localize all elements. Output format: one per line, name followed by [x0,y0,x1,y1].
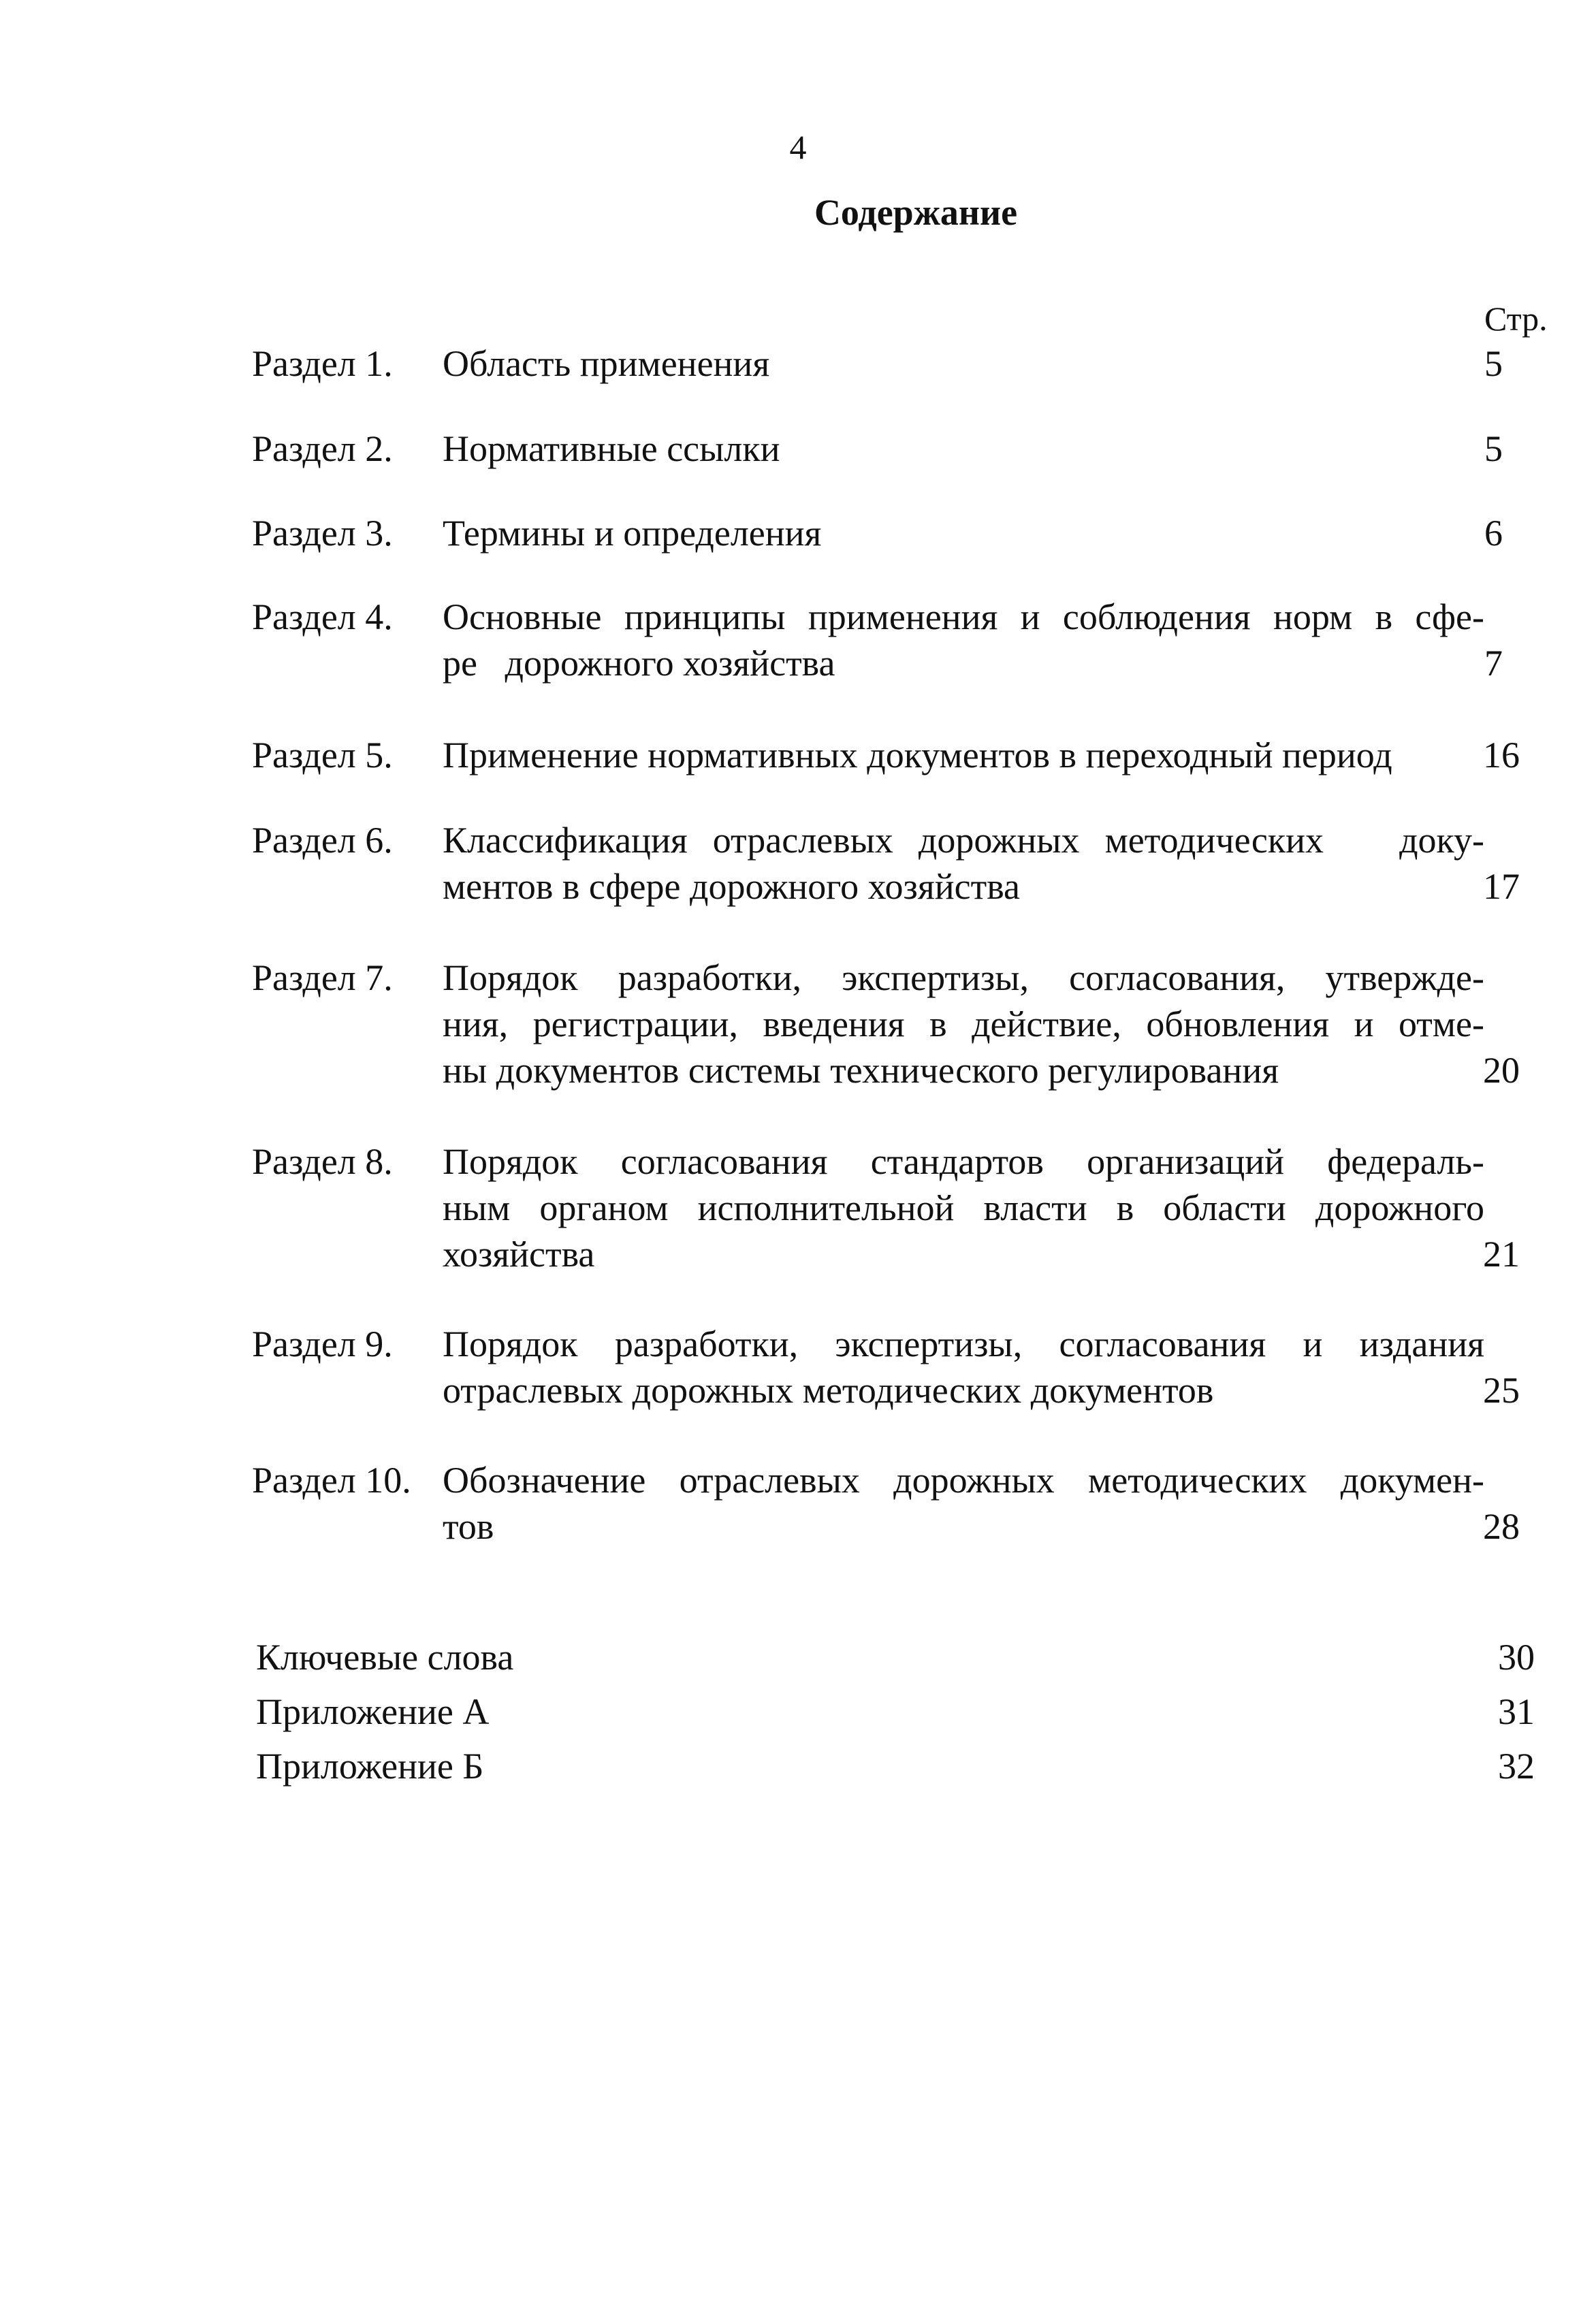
section-title-line: отраслевых дорожных методических документов [443,1370,1214,1411]
toc-entry [0,1138,1596,1277]
section-label: Раздел 8. [252,1141,393,1182]
toc-entry [0,340,1596,387]
section-label: Раздел 3. [252,513,393,554]
toc-entry [0,594,1596,686]
section-title-line: ным органом исполнительной власти в области дорожного [443,1187,1484,1228]
section-title-line: тов [443,1506,494,1547]
section-title-line: Основные принципы применения и соблюдения норм в сфе- [443,596,1484,637]
section-page-number: 6 [1484,513,1503,554]
toc-entry [0,1321,1596,1413]
section-title-line: хозяйства [443,1234,595,1275]
section-title-line: Порядок разработки, экспертизы, согласования и издания [443,1324,1484,1364]
toc-extra-page-number: 31 [1498,1691,1535,1732]
page-column-label: Стр. [1484,300,1548,338]
section-title-line: Область применения [443,343,770,384]
toc-entry [0,510,1596,556]
section-title-line: Классификация отраслевых дорожных методических доку- [443,820,1484,861]
toc-entry [0,732,1596,778]
section-page-number: 28 [1483,1506,1520,1547]
section-title-line: Порядок разработки, экспертизы, согласования, утвержде- [443,957,1484,998]
toc-extra-label: Ключевые слова [256,1637,514,1678]
section-page-number: 17 [1483,866,1520,907]
section-label: Раздел 6. [252,820,393,861]
section-label: Раздел 1. [252,343,393,384]
toc-extra-label: Приложение А [256,1691,490,1732]
section-page-number: 5 [1484,428,1503,469]
toc-entry [0,426,1596,472]
section-label: Раздел 9. [252,1324,393,1364]
toc-extra-page-number: 32 [1498,1746,1535,1787]
toc-entry [0,1457,1596,1550]
section-page-number: 5 [1484,343,1503,384]
section-title-line: Порядок согласования стандартов организаций федераль- [443,1141,1484,1182]
section-page-number: 21 [1483,1234,1520,1275]
section-title-line: Термины и определения [443,513,822,554]
toc-entry [0,955,1596,1093]
section-page-number: 16 [1483,735,1520,775]
section-label: Раздел 2. [252,428,393,469]
toc-entry [0,817,1596,910]
page-title: Содержание [814,192,1018,233]
section-title-line: Применение нормативных документов в переходный период [443,735,1392,775]
section-label: Раздел 10. [252,1460,411,1501]
section-page-number: 20 [1483,1050,1520,1091]
section-title-line: Нормативные ссылки [443,428,780,469]
section-label: Раздел 7. [252,957,393,998]
section-page-number: 7 [1484,643,1503,684]
toc-extra-label: Приложение Б [256,1746,484,1787]
section-title-line: ре дорожного хозяйства [443,643,835,684]
section-title-line: ния, регистрации, введения в действие, обновления и отме- [443,1004,1484,1044]
page-number: 4 [789,128,807,166]
section-title-line: Обозначение отраслевых дорожных методических докумен- [443,1460,1484,1501]
section-page-number: 25 [1483,1370,1520,1411]
section-title-line: ны документов системы технического регулирования [443,1050,1279,1091]
section-label: Раздел 4. [252,596,393,637]
toc-extra-page-number: 30 [1498,1637,1535,1678]
section-title-line: ментов в сфере дорожного хозяйства [443,866,1020,907]
section-label: Раздел 5. [252,735,393,775]
